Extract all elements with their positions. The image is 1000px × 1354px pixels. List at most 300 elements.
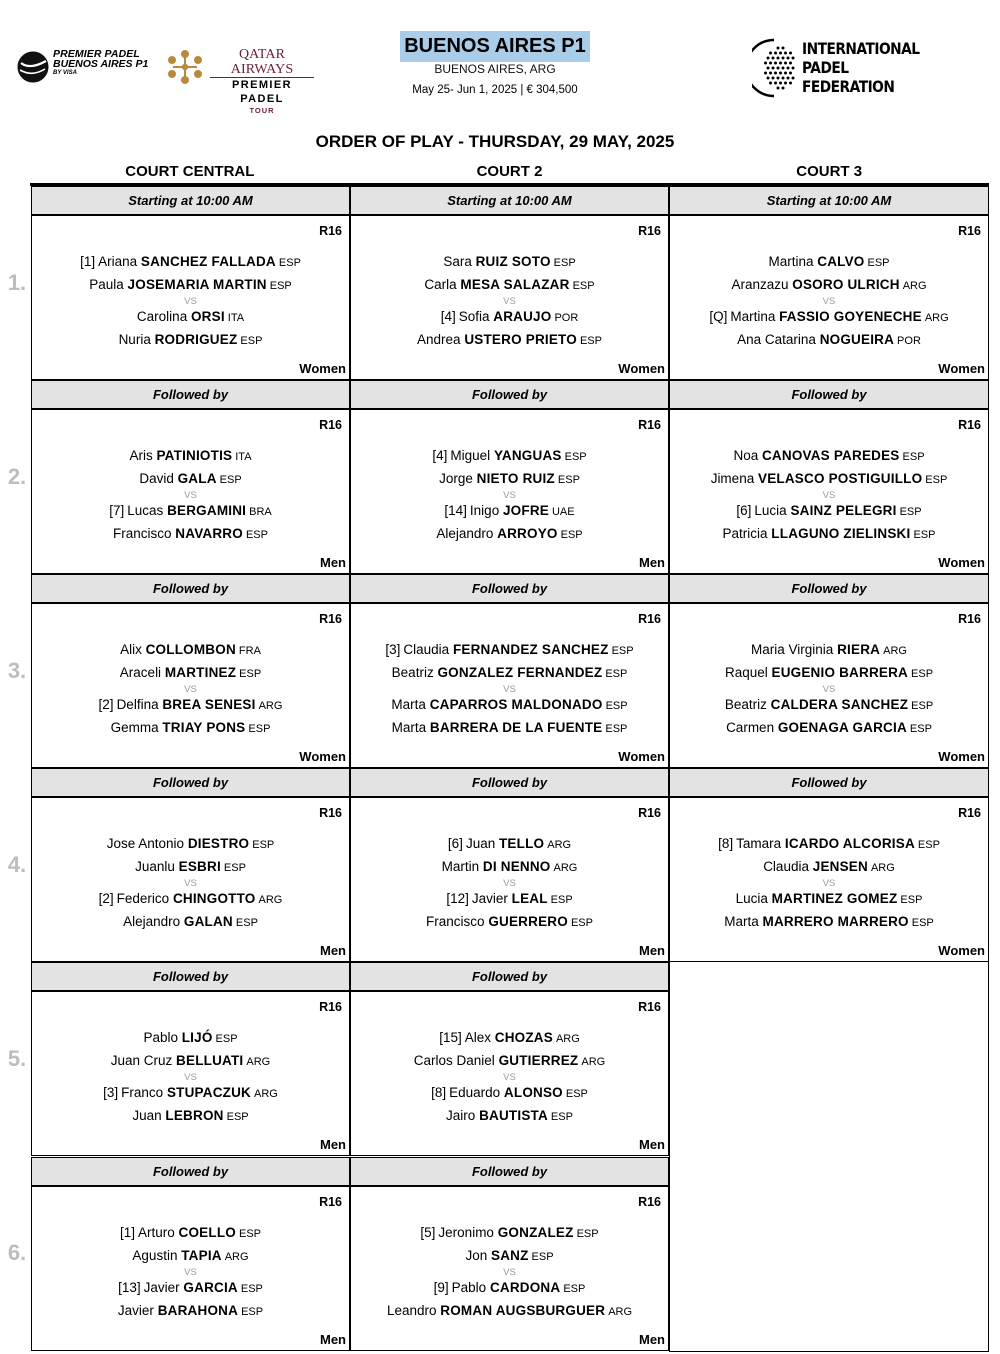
player-last-name: TELLO [498,836,545,851]
player-entry [351,500,668,523]
player-entry [670,717,988,740]
match-start-label: Followed by [669,574,989,604]
player-first-name: Raquel [724,665,768,680]
empty-slot [669,1157,989,1352]
player-last-name: RODRIGUEZ [154,332,238,347]
ipf-dot [782,57,785,60]
match-start-label: Followed by [350,1157,669,1187]
ipf-dot [777,47,780,50]
player-nationality: BRA [249,506,272,518]
player-nationality: ARG [555,1033,580,1045]
player-first-name: Claudia [763,859,809,874]
player-first-name: Marta [391,697,426,712]
player-first-name: Nuria [118,332,151,347]
player-entry [670,329,988,352]
ipf-dot [764,62,767,65]
match-category: Men [320,1137,346,1152]
player-entry [351,888,668,911]
match-box [350,1187,669,1351]
player-entry [670,833,988,856]
ipf-dot [784,62,787,65]
player-first-name: Beatriz [724,697,767,712]
player-entry [32,523,349,546]
player-last-name: COELLO [178,1225,236,1240]
match-cell [350,186,669,380]
player-seed: [8] [718,836,734,851]
player-entry [32,856,349,879]
player-first-name: Jon [465,1248,488,1263]
player-last-name: ROMAN AUGSBURGUER [440,1303,606,1318]
match-round: R16 [319,224,342,238]
player-nationality: UAE [551,506,575,518]
player-nationality: ESP [867,257,890,269]
versus-label: VS [503,1267,516,1278]
match-box [31,410,350,574]
match-round: R16 [638,806,661,820]
player-last-name: BELLUATI [176,1053,244,1068]
player-first-name: Noa [733,448,759,463]
ipf-dot [769,72,772,75]
match-box [669,798,989,962]
player-entry [351,523,668,546]
match-cell [669,768,989,962]
match-players [32,445,349,546]
player-entry [32,500,349,523]
versus-label: VS [822,490,836,501]
player-entry [32,833,349,856]
match-box [31,216,350,380]
player-first-name: Juan [132,1108,162,1123]
player-entry [351,468,668,491]
ipf-dot [779,72,782,75]
player-nationality: ARG [553,862,578,874]
player-last-name: TAPIA [181,1248,222,1263]
player-last-name: BREA SENESI [162,697,256,712]
ipf-logo-line3: FEDERATION [802,77,895,96]
player-first-name: Jimena [710,471,755,486]
player-seed: [1] [80,254,96,269]
match-box [31,992,350,1156]
player-nationality: FRA [238,645,261,657]
player-last-name: LEBRON [165,1108,224,1123]
player-nationality: ITA [227,312,245,324]
row-number: 1. [7,270,27,295]
player-last-name: NOGUEIRA [819,332,895,347]
player-entry [670,523,988,546]
player-last-name: GUTIERREZ [498,1053,579,1068]
player-entry [351,911,668,934]
player-last-name: JENSEN [812,859,868,874]
player-first-name: Alix [120,642,142,657]
match-category: Men [320,1332,346,1347]
player-last-name: FERNANDEZ SANCHEZ [452,642,609,657]
player-entry [351,1277,668,1300]
ipf-dot [787,67,790,70]
match-players [32,1027,349,1128]
ipf-dot [779,62,782,65]
player-last-name: EUGENIO BARRERA [771,665,909,680]
player-nationality: ESP [278,257,301,269]
player-nationality: ESP [913,529,936,541]
match-category: Women [299,749,346,764]
ipf-dot [772,77,775,80]
player-nationality: POR [554,312,579,324]
match-round: R16 [638,612,661,626]
player-first-name: Jeronimo [438,1225,494,1240]
match-category: Men [320,943,346,958]
versus-label: VS [822,296,836,307]
match-round: R16 [319,418,342,432]
match-players [351,445,668,546]
player-entry [670,888,988,911]
match-players [32,251,349,352]
match-category: Men [639,555,665,570]
match-cell [350,1157,669,1352]
player-nationality: ESP [235,917,258,929]
player-first-name: Lucia [735,891,768,906]
player-entry [32,639,349,662]
match-start-label: Followed by [350,574,669,604]
match-round: R16 [638,418,661,432]
ipf-dot [782,77,785,80]
player-nationality: ARG [224,1251,249,1263]
match-round: R16 [958,806,981,820]
versus-label: VS [503,1072,516,1083]
match-players [32,833,349,934]
player-seed: [13] [118,1280,141,1295]
player-nationality: ARG [254,1088,278,1100]
player-first-name: Carmen [726,720,775,735]
match-category: Men [639,1332,665,1347]
event-dates-prize: May 25- Jun 1, 2025 | € 304,500 [412,84,578,96]
player-last-name: ESBRI [178,859,221,874]
ipf-dot [772,67,775,70]
player-last-name: PATINIOTIS [156,448,233,463]
versus-label: VS [822,878,836,889]
match-category: Women [618,361,665,376]
player-seed: [4] [432,448,448,463]
match-players [670,639,988,740]
player-last-name: RUIZ SOTO [475,254,551,269]
versus-label: VS [184,684,197,695]
court-headers [30,162,989,182]
match-players [32,639,349,740]
player-last-name: NAVARRO [175,526,243,541]
player-first-name: Patricia [722,526,768,541]
player-seed: [Q] [709,309,728,324]
player-nationality: ESP [899,506,922,518]
ipf-dot [769,52,772,55]
match-cell [31,1157,350,1352]
player-seed: [1] [119,1225,135,1240]
match-cell [31,962,350,1157]
player-first-name: David [139,471,174,486]
player-first-name: Agustin [132,1248,178,1263]
player-entry [351,251,668,274]
match-round: R16 [638,1195,661,1209]
match-box [669,216,989,380]
player-last-name: BAUTISTA [479,1108,548,1123]
match-box [350,798,669,962]
player-seed: [2] [98,891,114,906]
player-entry [351,1050,668,1073]
court-name-2: COURT 2 [476,163,543,180]
pp-logo-line2: BUENOS AIRES P1 [53,58,149,70]
match-box [350,410,669,574]
player-nationality: ESP [557,474,580,486]
player-last-name: LEAL [511,891,548,906]
match-round: R16 [319,1195,342,1209]
player-last-name: MARTINEZ GOMEZ [771,891,898,906]
page-header [0,0,1000,120]
player-first-name: Javier [471,891,508,906]
ipf-dot [767,57,770,60]
match-players [32,1222,349,1323]
versus-label: VS [503,878,516,889]
match-round: R16 [319,1000,342,1014]
player-last-name: JOSEMARIA MARTIN [127,277,267,292]
player-first-name: Francisco [426,914,485,929]
player-entry [32,1050,349,1073]
player-seed: [3] [385,642,401,657]
player-last-name: LLAGUNO ZIELINSKI [771,526,911,541]
ipf-dot [777,67,780,70]
player-entry [670,911,988,934]
player-last-name: BARAHONA [157,1303,239,1318]
match-players [351,1027,668,1128]
player-entry [351,639,668,662]
versus-label: VS [184,1267,197,1278]
player-nationality: ESP [909,723,932,735]
player-first-name: Alex [464,1030,491,1045]
player-seed: [14] [444,503,467,518]
match-category: Men [320,555,346,570]
player-entry [351,1082,668,1105]
ipf-dot [774,52,777,55]
match-cell [669,186,989,380]
order-of-play-title: ORDER OF PLAY - THURSDAY, 29 MAY, 2025 [315,132,675,151]
match-start-label: Starting at 10:00 AM [669,186,989,216]
player-entry [32,1027,349,1050]
player-nationality: ESP [215,1033,238,1045]
player-first-name: Tamara [736,836,782,851]
player-nationality: ESP [605,723,628,735]
player-last-name: YANGUAS [493,448,562,463]
international-padel-federation-logo [752,38,922,98]
player-entry [670,468,988,491]
player-first-name: Francisco [113,526,172,541]
match-players [351,833,668,934]
player-entry [670,639,988,662]
ipf-logo-line1: INTERNATIONAL [802,39,920,58]
ipf-dot [774,62,777,65]
player-last-name: CAPARROS MALDONADO [429,697,603,712]
player-seed: [2] [98,697,114,712]
player-last-name: CANOVAS PAREDES [761,448,900,463]
player-entry [32,274,349,297]
row-number: 3. [7,658,27,683]
player-entry [351,694,668,717]
player-first-name: Aris [129,448,153,463]
player-last-name: SANZ [490,1248,529,1263]
player-entry [32,329,349,352]
player-seed: [6] [736,503,752,518]
player-entry [670,251,988,274]
player-first-name: Inigo [469,503,500,518]
player-first-name: Juan Cruz [110,1053,173,1068]
match-players [351,251,668,352]
match-start-label: Starting at 10:00 AM [350,186,669,216]
player-seed: [7] [109,503,125,518]
player-nationality: ESP [252,839,275,851]
player-nationality: ESP [238,1228,261,1240]
player-nationality: ESP [925,474,948,486]
player-nationality: ARG [902,280,927,292]
player-first-name: Miguel [450,448,491,463]
ipf-dot [789,82,792,85]
player-first-name: Beatriz [391,665,434,680]
player-nationality: ARG [246,1056,271,1068]
player-nationality: ESP [911,700,934,712]
pp-logo-line1: PREMIER PADEL [53,48,140,60]
match-category: Women [938,361,985,376]
match-cell [669,380,989,574]
player-nationality: ESP [245,529,268,541]
player-nationality: ARG [883,645,907,657]
match-start-label: Followed by [350,768,669,798]
match-box [31,798,350,962]
match-start-label: Followed by [31,768,350,798]
player-entry [351,662,668,685]
match-round: R16 [958,224,981,238]
player-nationality: ESP [605,668,628,680]
player-last-name: GARCIA [183,1280,238,1295]
match-round: R16 [958,612,981,626]
player-last-name: ALONSO [503,1085,563,1100]
player-nationality: ITA [235,451,252,463]
player-nationality: ESP [269,280,292,292]
versus-label: VS [184,490,197,501]
player-last-name: GONZALEZ FERNANDEZ [437,665,603,680]
player-last-name: FASSIO GOYENECHE [779,309,922,324]
player-nationality: ARG [258,700,283,712]
match-category: Women [938,555,985,570]
versus-label: VS [503,490,516,501]
player-nationality: ESP [565,1088,588,1100]
qatar-airways-premier-padel-tour-logo [164,46,320,115]
player-entry [351,306,668,329]
ipf-dot [769,82,772,85]
player-first-name: Juanlu [135,859,175,874]
player-first-name: Federico [116,891,170,906]
player-entry [32,1222,349,1245]
player-last-name: ARAUJO [493,309,552,324]
player-nationality: ESP [248,723,271,735]
player-first-name: Araceli [119,665,162,680]
player-entry [32,1300,349,1323]
oryx-star-icon [164,46,206,88]
player-seed: [8] [431,1085,447,1100]
event-info [380,31,610,97]
player-first-name: Jorge [439,471,473,486]
player-last-name: LIJÓ [181,1030,213,1045]
player-first-name: Martina [730,309,776,324]
player-last-name: OSORO ULRICH [792,277,900,292]
ipf-dot [784,82,787,85]
player-seed: [4] [440,309,456,324]
ipf-dot [784,72,787,75]
player-nationality: ESP [531,1251,554,1263]
ipf-dot [774,82,777,85]
player-seed: [3] [103,1085,119,1100]
versus-label: VS [503,684,516,695]
player-entry [670,306,988,329]
player-last-name: USTERO PRIETO [464,332,577,347]
match-players [670,833,988,934]
player-entry [670,274,988,297]
match-category: Men [639,1137,665,1152]
player-first-name: Alejandro [123,914,181,929]
ipf-dot [779,52,782,55]
player-entry [670,856,988,879]
match-category: Women [299,361,346,376]
player-entry [32,445,349,468]
player-nationality: ESP [911,668,934,680]
match-cell [350,962,669,1157]
player-last-name: MESA SALAZAR [460,277,570,292]
player-first-name: Eduardo [449,1085,501,1100]
player-last-name: MARRERO MARRERO [762,914,909,929]
ipf-dot [777,77,780,80]
court-name-3: COURT 3 [796,163,863,180]
match-round: R16 [319,806,342,820]
match-cell [31,380,350,574]
player-nationality: ESP [564,451,587,463]
player-entry [32,1245,349,1268]
player-nationality: ESP [560,529,583,541]
player-first-name: Jose Antonio [106,836,185,851]
player-last-name: CHINGOTTO [172,891,256,906]
player-first-name: Martina [768,254,814,269]
ipf-dot [782,67,785,70]
player-last-name: JOFRE [502,503,549,518]
player-nationality: ESP [605,700,628,712]
ipf-dot [777,57,780,60]
pp-logo-line3: BY VISA [53,70,77,76]
player-entry [351,329,668,352]
ipf-dot [764,72,767,75]
match-box [669,604,989,768]
versus-label: VS [822,684,836,695]
versus-label: VS [184,1072,197,1083]
player-entry [351,274,668,297]
match-cell [31,574,350,768]
player-first-name: Carlos Daniel [413,1053,495,1068]
ipf-dotted-ball-icon [752,38,798,98]
player-last-name: GOENAGA GARCIA [777,720,907,735]
player-last-name: GALAN [183,914,233,929]
match-start-label: Followed by [31,962,350,992]
match-box [350,216,669,380]
player-first-name: Marta [724,914,759,929]
match-start-label: Followed by [350,380,669,410]
player-nationality: ESP [550,1111,573,1123]
match-cell [350,380,669,574]
player-entry [32,888,349,911]
player-last-name: CHOZAS [494,1030,553,1045]
player-seed: [12] [446,891,469,906]
player-entry [670,445,988,468]
